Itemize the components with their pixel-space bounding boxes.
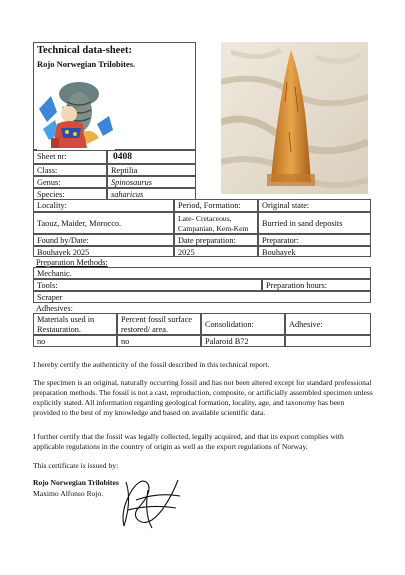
trilobite-logo: [37, 74, 115, 150]
percent-value: no: [117, 335, 201, 347]
species-label: Species:: [33, 188, 107, 200]
document-subtitle: Rojo Norwegian Trilobites.: [37, 59, 136, 69]
prep-date-label: Date preparation:: [174, 234, 258, 246]
genus-value: Spinosaurus: [107, 176, 196, 188]
preparation-methods-value: Mechanic.: [33, 267, 371, 279]
sheet-number: 0408: [107, 150, 196, 164]
state-value: Burried in sand deposits: [258, 212, 371, 234]
preparator-value: Bouhayek: [258, 246, 371, 257]
period-label: Period, Formation:: [174, 199, 258, 212]
sheet-label: Sheet nr:: [33, 150, 107, 164]
consolidation-value: Palaroid B72: [201, 335, 285, 347]
consolidation-label: Consolidation:: [201, 313, 285, 335]
adhesive-value: [285, 335, 371, 347]
signer-name: Maximo Alfonso Rojo.: [33, 489, 104, 498]
statement-paragraph-4: This certificate is issued by:: [33, 461, 119, 470]
class-value: Reptilia: [107, 164, 196, 176]
genus-label: Genus:: [33, 176, 107, 188]
preparator-label: Preparator:: [258, 234, 371, 246]
found-value: Bouhayek 2025: [33, 246, 174, 257]
period-value: Late- Cretaceous, Campanian, Kem-Kem: [174, 212, 258, 234]
class-label: Class:: [33, 164, 107, 176]
materials-value: no: [33, 335, 117, 347]
handwritten-signature: [118, 470, 186, 532]
percent-label: Percent fossil surface restored/ area.: [117, 313, 201, 335]
prep-date-value: 2025: [174, 246, 258, 257]
fossil-tooth-photo: [221, 42, 368, 194]
species-value: saharicus: [107, 188, 196, 200]
tools-value: Scraper: [33, 291, 371, 303]
adhesives-label: Adhesives:: [36, 304, 73, 313]
materials-label: Materials used in Restauration.: [33, 313, 117, 335]
statement-paragraph-2: The specimen is an original, naturally occurring fossil and has not been altered except for standard professional preparation methods. The fossil is not a cast, reproduction, composite, or artificially assembled specimen unless explicitly stated. All information regarding geological formation, locality, age, and taxonomy has been provided to the best of my knowledge and based on available scientific data.: [33, 378, 373, 417]
signer-company: Rojo Norwegian Trilobites: [33, 478, 119, 487]
state-label: Original state:: [258, 199, 371, 212]
adhesive-label: Adhesive:: [285, 313, 371, 335]
preparation-methods-label: Preparation Methods:: [36, 258, 108, 267]
tools-label: Tools:: [33, 279, 262, 291]
locality-value: Taouz, Maider, Morocco.: [33, 212, 174, 234]
preparation-hours-label: Preparation hours:: [262, 279, 371, 291]
document-title: Technical data-sheet:: [37, 45, 132, 56]
locality-label: Locality:: [33, 199, 174, 212]
found-label: Found by/Date:: [33, 234, 174, 246]
statement-paragraph-3: I further certify that the fossil was legally collected, legally acquired, and that its export complies with applicable regulations in the country of origin as well as the export regulations of Norway.: [33, 432, 344, 451]
statement-paragraph-1: I hereby certify the authenticity of the fossil described in this technical report.: [33, 360, 270, 369]
